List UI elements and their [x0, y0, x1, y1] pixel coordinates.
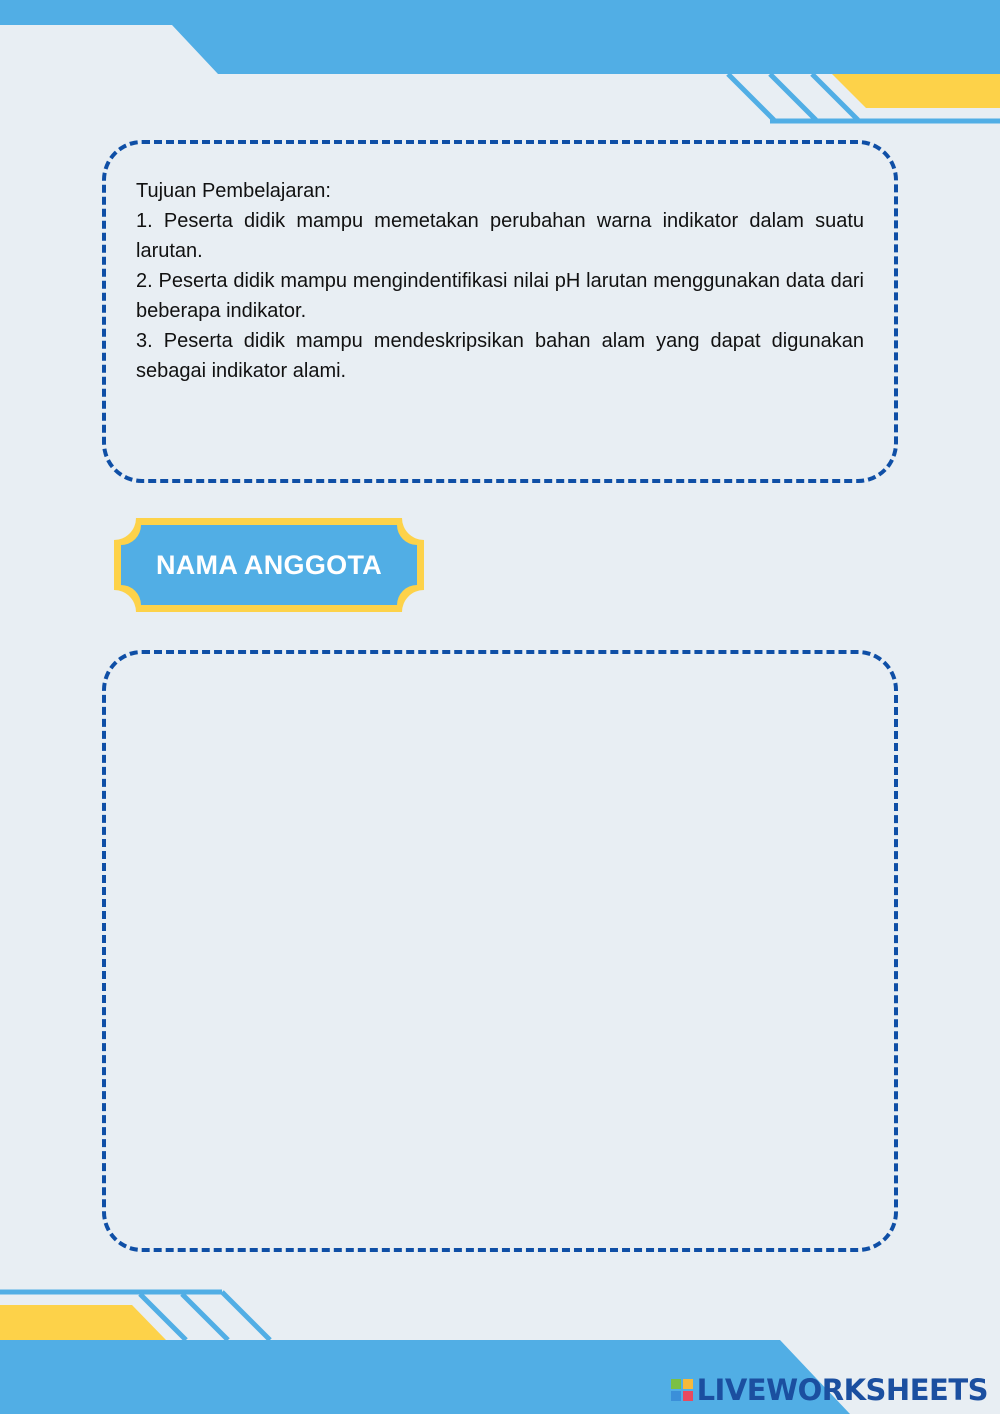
objectives-heading: Tujuan Pembelajaran: — [136, 180, 331, 202]
objective-item: 3. Peserta didik mampu mendeskripsikan bahan alam yang dapat digunakan sebagai indikator alami. — [136, 330, 864, 382]
liveworksheets-logo — [671, 1372, 988, 1408]
objective-item: 2. Peserta didik mampu mengindentifikasi nilai pH larutan menggunakan data dari beberapa indikator. — [136, 270, 864, 322]
logo-text: LIVEWORKSHEETS — [696, 1373, 988, 1407]
logo-mark-icon — [671, 1379, 693, 1401]
bottom-yellow-band — [0, 1305, 166, 1340]
top-yellow-band — [832, 74, 1000, 108]
top-banner — [0, 0, 1000, 74]
members-title: NAMA ANGGOTA — [155, 549, 383, 580]
objectives-text — [136, 176, 864, 386]
members-box[interactable] — [102, 650, 898, 1252]
objectives-box — [102, 140, 898, 483]
objective-item: 1. Peserta didik mampu memetakan perubahan warna indikator dalam suatu larutan. — [136, 210, 864, 262]
